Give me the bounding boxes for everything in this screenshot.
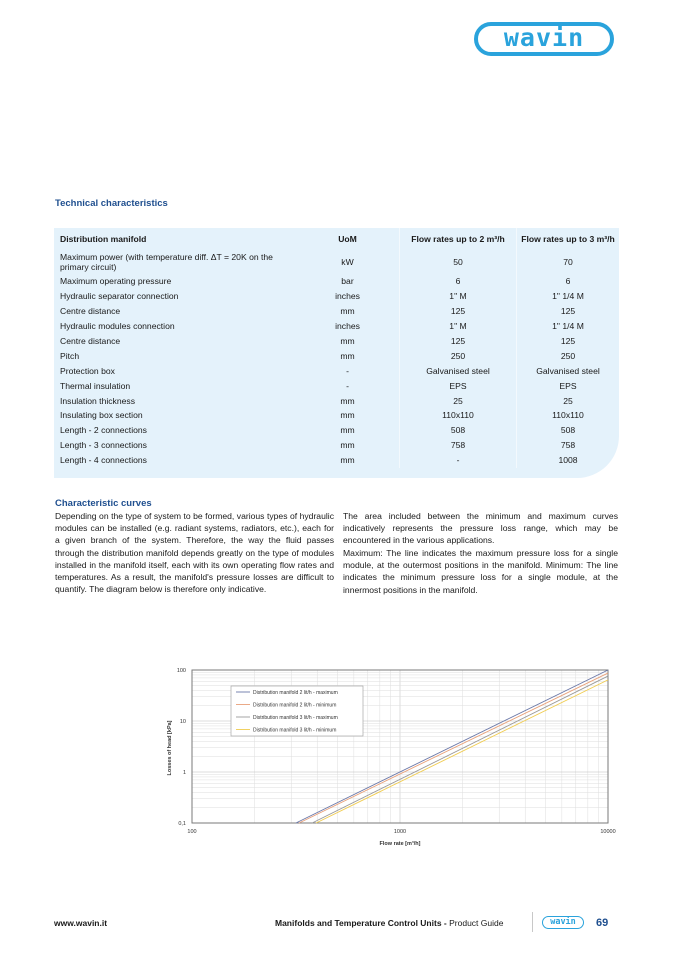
row-flow-3: 70 <box>563 257 573 267</box>
table-row <box>54 289 619 304</box>
row-label: Pitch <box>60 350 80 361</box>
row-uom: mm <box>296 304 400 319</box>
page-number: 69 <box>596 917 609 929</box>
footer-logo-text: wavin <box>550 916 576 927</box>
col-header-flow-2: Flow rates up to 2 m³/h <box>400 228 517 250</box>
row-flow-3: 25 <box>563 395 573 406</box>
row-flow-2: 758 <box>400 438 517 453</box>
row-label: Protection box <box>60 365 115 376</box>
footer-guide-title <box>275 918 503 928</box>
row-flow-2: Galvanised steel <box>400 363 517 378</box>
table-row <box>54 348 619 363</box>
footer-guide-normal: Product Guide <box>449 918 504 928</box>
x-axis-label: Flow rate [m³/h] <box>379 841 421 847</box>
row-flow-2: 125 <box>400 304 517 319</box>
footer-wavin-logo <box>542 916 584 929</box>
row-uom: mm <box>296 348 400 363</box>
row-flow-3: 1" 1/4 M <box>552 321 584 332</box>
legend-entry: Distribution manifold 3 lit/h - maximum <box>253 714 338 721</box>
legend-entry: Distribution manifold 2 lit/h - maximum <box>253 689 338 696</box>
y-axis-label: Losses of head [kPa] <box>167 720 173 776</box>
footer-divider <box>532 912 533 932</box>
row-uom: mm <box>296 393 400 408</box>
table-header-row <box>54 228 619 250</box>
row-flow-3: 125 <box>560 306 576 317</box>
curves-left-paragraph: Depending on the type of system to be formed, various types of hydraulic modules can be installed (e.g. radiant systems, radiators, etc.), each for a given branch of the system. Therefore, the way the fluid passes through the distribution manifold depends greatly on the type of modules installed in the manifold itself, each with its own operating flow rates and temperatures. As a result, the manifold's pressure losses are difficult to quantify. The diagram below is therefore only indicative. <box>55 511 334 595</box>
table-row <box>54 438 619 453</box>
row-flow-2: 125 <box>400 334 517 349</box>
row-flow-3: 125 <box>560 336 576 346</box>
wavin-logo <box>474 22 614 56</box>
row-flow-2: 110x110 <box>400 408 517 423</box>
row-flow-2: - <box>400 453 517 468</box>
row-flow-2: 250 <box>400 348 517 363</box>
row-uom: bar <box>296 274 400 289</box>
row-flow-2: 25 <box>400 393 517 408</box>
table-row <box>54 378 619 393</box>
row-flow-2: EPS <box>400 378 517 393</box>
col-header-uom: UoM <box>296 228 400 250</box>
row-label: Maximum power (with temperature diff. ΔT = 20K on the primary circuit) <box>60 252 273 272</box>
row-label: Insulation thickness <box>60 395 135 406</box>
row-label: Insulating box section <box>60 410 143 421</box>
table-row <box>54 408 619 423</box>
row-flow-3: 6 <box>565 276 571 287</box>
technical-table <box>54 228 619 468</box>
row-flow-3: 758 <box>560 440 576 451</box>
table-row <box>54 304 619 319</box>
row-flow-2: 1" M <box>400 289 517 304</box>
table-row <box>54 393 619 408</box>
row-uom: mm <box>296 453 400 468</box>
table-row <box>54 453 619 468</box>
logo-text: wavin <box>503 23 585 52</box>
row-uom: kW <box>296 250 400 274</box>
row-label: Centre distance <box>60 306 121 317</box>
row-uom: inches <box>296 289 400 304</box>
chart-legend <box>231 686 363 736</box>
row-flow-3: 508 <box>560 425 576 436</box>
table-row <box>54 334 619 349</box>
row-uom: mm <box>296 334 400 349</box>
technical-table-panel <box>54 228 619 478</box>
row-label: Length - 2 connections <box>60 425 147 436</box>
table-row <box>54 423 619 438</box>
footer-website-link[interactable]: www.wavin.it <box>54 918 108 928</box>
row-flow-3: 250 <box>560 350 576 361</box>
row-flow-2: 1" M <box>400 319 517 334</box>
row-label: Hydraulic modules connection <box>60 321 175 332</box>
row-flow-2: 50 <box>400 250 517 274</box>
legend-entry: Distribution manifold 3 lit/h - minimum <box>253 727 337 734</box>
row-label: Hydraulic separator connection <box>60 291 179 302</box>
table-row <box>54 363 619 378</box>
svg-text:10000: 10000 <box>600 829 616 835</box>
row-flow-2: 6 <box>400 274 517 289</box>
col-header-distribution-manifold: Distribution manifold <box>60 234 147 244</box>
table-row <box>54 250 619 274</box>
row-label: Thermal insulation <box>60 380 131 391</box>
row-uom: - <box>296 363 400 378</box>
table-row <box>54 274 619 289</box>
legend-entry: Distribution manifold 2 lit/h - minimum <box>253 702 337 709</box>
curves-right-paragraph-1: The area included between the minimum and maximum curves indicatively represents the pressure loss range, which may be encountered in the various applications. <box>343 511 618 546</box>
svg-text:1: 1 <box>182 770 186 776</box>
row-uom: mm <box>296 423 400 438</box>
col-header-flow-3: Flow rates up to 3 m³/h <box>521 234 615 244</box>
row-flow-2: 508 <box>400 423 517 438</box>
row-label: Centre distance <box>60 336 121 346</box>
row-flow-3: 110x110 <box>552 410 584 421</box>
technical-characteristics-title: Technical characteristics <box>55 198 168 209</box>
row-uom: mm <box>296 438 400 453</box>
row-label: Length - 4 connections <box>60 455 147 466</box>
row-uom: mm <box>296 408 400 423</box>
pressure-loss-chart <box>160 660 620 860</box>
row-flow-3: 1" 1/4 M <box>552 291 584 302</box>
svg-text:0,1: 0,1 <box>178 821 186 827</box>
row-flow-3: EPS <box>559 380 577 391</box>
table-row <box>54 319 619 334</box>
svg-text:1000: 1000 <box>393 829 407 835</box>
curves-right-paragraph-2: Maximum: The line indicates the maximum pressure loss for a single module, at the outermost positions in the manifold. Minimum: The line indicates the minimum pressure loss for a single module, at the innermost positions in the manifold. <box>343 548 618 595</box>
footer-guide-bold: Manifolds and Temperature Control Units - <box>275 918 450 928</box>
svg-text:100: 100 <box>187 829 197 835</box>
row-label: Maximum operating pressure <box>60 276 172 287</box>
svg-text:10: 10 <box>179 719 186 725</box>
row-uom: inches <box>296 319 400 334</box>
row-label: Length - 3 connections <box>60 440 147 451</box>
row-flow-3: Galvanised steel <box>536 365 600 376</box>
row-uom: - <box>296 378 400 393</box>
row-flow-3: 1008 <box>558 455 578 466</box>
svg-text:100: 100 <box>176 668 186 674</box>
characteristic-curves-title: Characteristic curves <box>55 498 152 509</box>
